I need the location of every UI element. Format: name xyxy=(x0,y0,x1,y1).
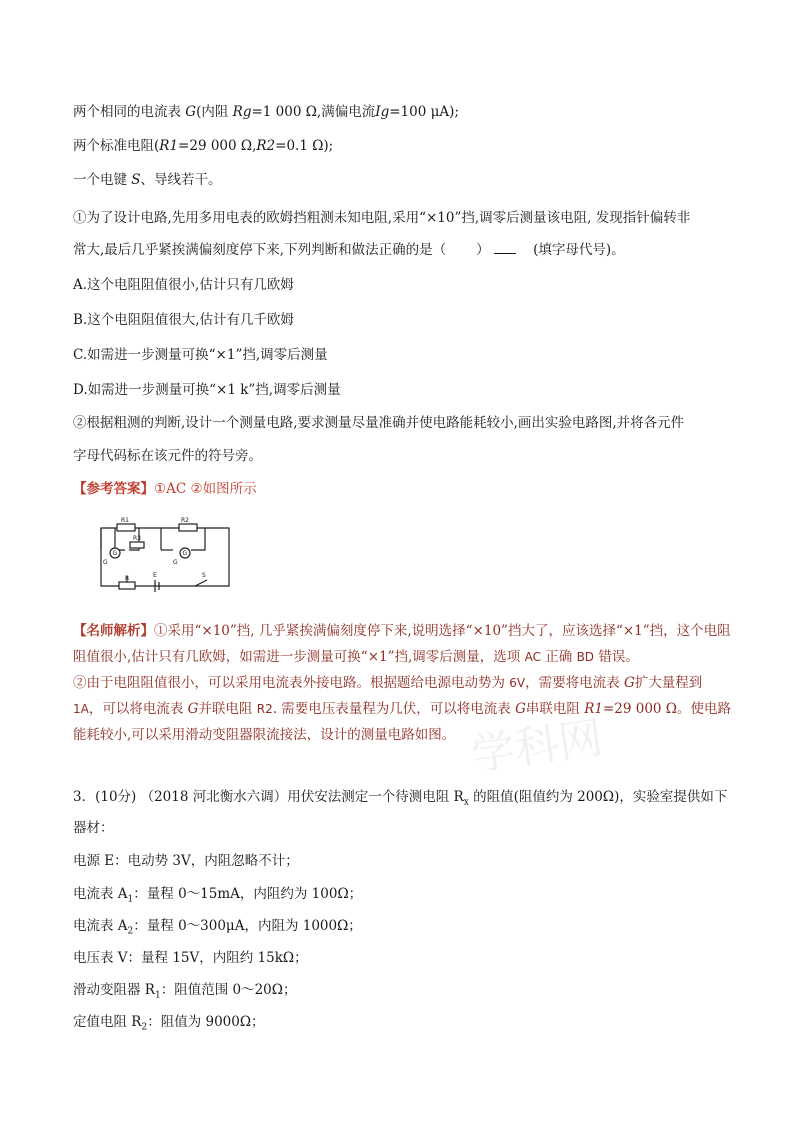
q3-item-fixed-resistor xyxy=(73,1012,734,1038)
analysis-text: 并联电阻 xyxy=(198,701,257,717)
switch-s xyxy=(195,580,207,586)
equipment-text: 两个相同的电流表 xyxy=(73,104,181,120)
question-part1-line1: ①为了设计电路,先用多用电表的欧姆挡粗测未知电阻,采用“×10”挡,调零后测量该电阻, 发现指针偏转非 xyxy=(73,210,691,226)
question-text: 常大,最后几乎紧挨满偏刻度停下来,下列判断和做法正确的是（ xyxy=(73,242,447,258)
symbol-g: G xyxy=(185,104,197,120)
symbol-r2: R2 xyxy=(256,138,276,154)
symbol-rg: Rg xyxy=(232,104,252,120)
analysis-text: R1 xyxy=(584,701,603,717)
question-part1-line2 xyxy=(73,240,734,260)
label-source: E xyxy=(153,572,157,579)
q3-item-a2 xyxy=(73,916,734,942)
analysis-text: =29 000 Ω。使电路能耗较小,可以采用滑动变阻器限流接法，设计的测量电路如图。 xyxy=(73,701,731,743)
analysis-text: ，可以将电流表 xyxy=(88,701,188,717)
analysis-text: . 需要电压表量程为几伏，可以将电流表 xyxy=(272,701,516,717)
q3-item-rheostat xyxy=(73,980,734,1006)
label-g1: G xyxy=(103,559,108,566)
analysis-text: 正确 xyxy=(540,649,577,665)
q3-subscript: 2 xyxy=(127,926,134,937)
analysis-text: 串联电阻 xyxy=(525,701,585,717)
q3-header-line2: 器材： xyxy=(73,820,114,836)
analysis-text: G xyxy=(187,701,199,717)
q3-item-a1 xyxy=(73,884,734,910)
equipment-text: 一个电键 xyxy=(73,172,127,188)
q3-text: ：量程 0～300μA，内阻为 1000Ω； xyxy=(133,918,362,934)
q3-text: 电流表 A xyxy=(73,918,128,934)
watermark: 学科网 xyxy=(468,712,606,782)
q3-text: 定值电阻 R xyxy=(73,1014,142,1030)
analysis-text: 错误。 xyxy=(594,649,639,665)
equipment-text: =1 000 Ω,满偏电流 xyxy=(251,104,376,120)
q3-subscript: x xyxy=(463,797,469,808)
label-r3: R3 xyxy=(133,535,141,542)
option-a: A.这个电阻阻值很小,估计只有几欧姆 xyxy=(73,277,294,293)
q3-header xyxy=(73,787,734,813)
symbol-r1: R1 xyxy=(159,138,179,154)
symbol-s: S xyxy=(131,172,141,188)
resistor-r2 xyxy=(179,524,197,531)
option-b: B.这个电阻阻值很大,估计有几千欧姆 xyxy=(73,312,295,328)
q3-text: 滑动变阻器 R xyxy=(73,982,155,998)
analysis-text: R2 xyxy=(256,702,273,716)
analysis-text: ，需要将电流表 xyxy=(525,675,624,691)
question-part2-line2: 字母代码标在该元件的符号旁。 xyxy=(73,448,262,464)
analysis-text: G xyxy=(515,701,526,717)
reference-answer xyxy=(73,479,734,499)
analysis-text: ①采用“×10”挡, 几乎紧挨满偏刻度停下来,说明选择“×10”挡大了，应该选择“×1”挡，这个电阻阻值很小,估计只有几欧姆，如需进一步测量可换“×1”挡,调零后测量，选项 xyxy=(73,623,731,665)
equipment-resistors-line xyxy=(73,136,734,156)
analysis-text: G xyxy=(623,675,635,691)
label-rheostat: R xyxy=(125,575,130,582)
option-d: D.如需进一步测量可换“×1 k”挡,调零后测量 xyxy=(73,382,341,398)
analysis-tag: 【名师解析】 xyxy=(73,623,154,639)
analysis-paragraph-1 xyxy=(73,618,733,670)
analysis-text: 1A xyxy=(73,702,89,716)
equipment-text: =100 μA); xyxy=(389,104,459,120)
analysis-text: AC xyxy=(524,650,541,664)
answer-tag: 【参考答案】 xyxy=(73,481,154,497)
analysis-text: ②由于电阻阻值很小，可以采用电流表外接电路。根据题给电源电动势为 xyxy=(73,675,510,691)
question-part2-line1: ②根据粗测的判断,设计一个测量电路,要求测量尽量准确并使电路能耗较小,画出实验电路图,并将各元件 xyxy=(73,415,685,431)
analysis-text: 6V xyxy=(509,676,526,690)
label-r2: R2 xyxy=(181,517,189,524)
q3-text: ：阻值范围 0～20Ω； xyxy=(160,982,297,998)
q3-item-voltmeter: 电压表 V：量程 15V，内阻约 15kΩ； xyxy=(73,950,308,966)
answer-blank xyxy=(494,241,516,254)
label-switch: S xyxy=(202,572,206,579)
resistor-r1 xyxy=(117,524,135,531)
option-c: C.如需进一步测量可换“×1”挡,调零后测量 xyxy=(73,347,328,363)
q3-text: ：阻值为 9000Ω； xyxy=(147,1014,265,1030)
q3-subscript: 2 xyxy=(141,1022,148,1033)
circuit-diagram xyxy=(95,510,235,595)
label-g-meter-1: G xyxy=(112,550,118,557)
answer-value: ①AC ②如图所示 xyxy=(154,481,257,497)
label-g-meter-2: G xyxy=(182,550,188,557)
q3-subscript: 1 xyxy=(127,894,134,905)
analysis-text: 扩大量程到 xyxy=(634,675,703,691)
analysis-text: BD xyxy=(576,650,595,664)
q3-subscript: 1 xyxy=(154,990,161,1001)
equipment-text: 两个标准电阻( xyxy=(73,138,160,154)
equipment-text: 、导线若干。 xyxy=(140,172,222,188)
q3-item-source: 电源 E：电动势 3V，内阻忽略不计； xyxy=(73,853,299,869)
equipment-text: =29 000 Ω, xyxy=(178,138,257,154)
circuit-outer-wire xyxy=(101,528,229,586)
symbol-ig: Ig xyxy=(375,104,390,120)
label-r1: R1 xyxy=(121,517,129,524)
rheostat-r xyxy=(119,582,135,589)
equipment-text: =0.1 Ω); xyxy=(275,138,334,154)
q3-text: 3．(10分) （2018 河北衡水六调）用伏安法测定一个待测电阻 R xyxy=(73,789,464,805)
q3-text: ：量程 0～15mA，内阻约为 100Ω； xyxy=(133,886,363,902)
question-text: ） xyxy=(476,242,490,258)
resistor-r3 xyxy=(130,542,144,548)
equipment-text: (内阻 xyxy=(196,104,229,120)
label-g2: G xyxy=(173,559,178,566)
question-text: (填字母代号)。 xyxy=(533,242,625,258)
q3-text: 电流表 A xyxy=(73,886,128,902)
equipment-galvanometer-line xyxy=(73,102,734,122)
q3-text: 的阻值(阻值约为 200Ω)，实验室提供如下 xyxy=(468,789,728,805)
equipment-switch-line xyxy=(73,170,734,190)
